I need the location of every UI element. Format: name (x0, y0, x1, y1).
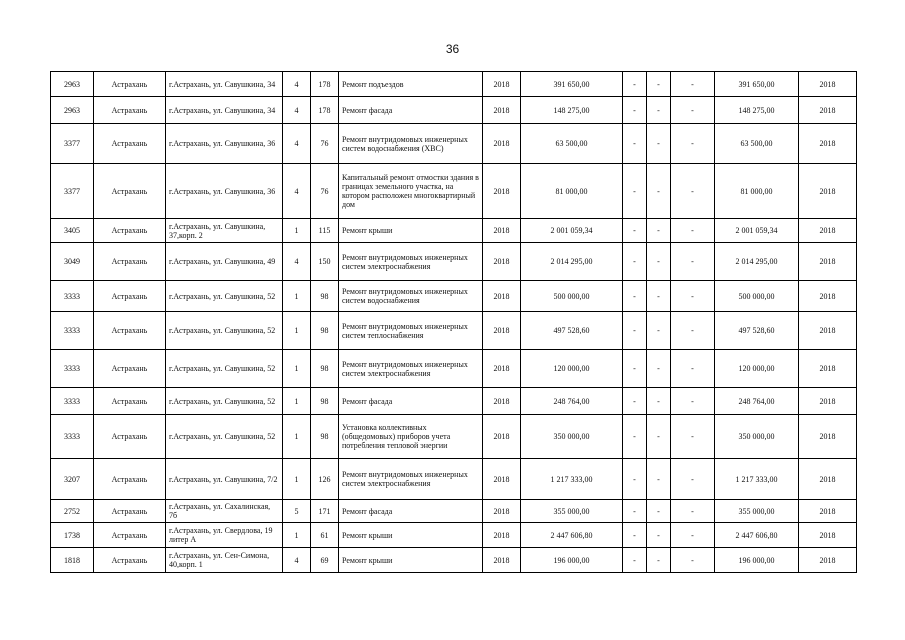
dash-cell: - (671, 415, 715, 459)
total-cell: 248 764,00 (715, 388, 799, 415)
total-cell: 2 014 295,00 (715, 243, 799, 281)
address-cell: г.Астрахань, ул. Савушкина, 52 (166, 312, 283, 350)
city-cell: Астрахань (94, 350, 166, 388)
completion-year-cell: 2018 (799, 548, 857, 573)
city-cell: Астрахань (94, 124, 166, 164)
dash-cell: - (647, 124, 671, 164)
house-id-cell: 3333 (51, 312, 94, 350)
address-cell: г.Астрахань, ул. Свердлова, 19 литер А (166, 523, 283, 548)
year-cell: 2018 (483, 459, 521, 500)
address-cell: г.Астрахань, ул. Савушкина, 34 (166, 97, 283, 124)
completion-year-cell: 2018 (799, 350, 857, 388)
table-row (51, 164, 857, 219)
dash-cell: - (671, 72, 715, 97)
table-row (51, 388, 857, 415)
year-cell: 2018 (483, 281, 521, 312)
city-cell: Астрахань (94, 243, 166, 281)
dash-cell: - (623, 459, 647, 500)
year-cell: 2018 (483, 312, 521, 350)
table-row (51, 97, 857, 124)
dash-cell: - (671, 459, 715, 500)
work-type-cell: Ремонт фасада (339, 500, 483, 523)
dash-cell: - (647, 388, 671, 415)
address-cell: г.Астрахань, ул. Сен-Симона, 40,корп. 1 (166, 548, 283, 573)
house-id-cell: 2752 (51, 500, 94, 523)
work-type-cell: Ремонт внутридомовых инженерных систем теплоснабжения (339, 312, 483, 350)
dash-cell: - (623, 388, 647, 415)
total-cell: 355 000,00 (715, 500, 799, 523)
cost-cell: 196 000,00 (521, 548, 623, 573)
dash-cell: - (671, 281, 715, 312)
work-type-cell: Ремонт внутридомовых инженерных систем электроснабжения (339, 350, 483, 388)
cost-cell: 391 650,00 (521, 72, 623, 97)
floors-cell: 4 (283, 548, 311, 573)
floors-cell: 4 (283, 72, 311, 97)
city-cell: Астрахань (94, 459, 166, 500)
total-cell: 2 001 059,34 (715, 219, 799, 243)
page-number: 36 (445, 42, 460, 56)
work-type-cell: Установка коллективных (общедомовых) приборов учета потребления тепловой энергии (339, 415, 483, 459)
address-cell: г.Астрахань, ул. Савушкина, 52 (166, 388, 283, 415)
house-id-cell: 1818 (51, 548, 94, 573)
year-cell: 2018 (483, 243, 521, 281)
number-cell: 115 (311, 219, 339, 243)
address-cell: г.Астрахань, ул. Савушкина, 52 (166, 350, 283, 388)
cost-cell: 63 500,00 (521, 124, 623, 164)
work-type-cell: Ремонт внутридомовых инженерных систем электроснабжения (339, 243, 483, 281)
number-cell: 171 (311, 500, 339, 523)
floors-cell: 1 (283, 388, 311, 415)
cost-cell: 1 217 333,00 (521, 459, 623, 500)
total-cell: 63 500,00 (715, 124, 799, 164)
floors-cell: 1 (283, 459, 311, 500)
floors-cell: 1 (283, 219, 311, 243)
address-cell: г.Астрахань, ул. Сахалинская, 7б (166, 500, 283, 523)
completion-year-cell: 2018 (799, 164, 857, 219)
floors-cell: 1 (283, 281, 311, 312)
dash-cell: - (647, 548, 671, 573)
year-cell: 2018 (483, 72, 521, 97)
dash-cell: - (671, 219, 715, 243)
cost-cell: 355 000,00 (521, 500, 623, 523)
house-id-cell: 3333 (51, 388, 94, 415)
year-cell: 2018 (483, 124, 521, 164)
city-cell: Астрахань (94, 219, 166, 243)
city-cell: Астрахань (94, 72, 166, 97)
table-row (51, 350, 857, 388)
floors-cell: 5 (283, 500, 311, 523)
total-cell: 1 217 333,00 (715, 459, 799, 500)
completion-year-cell: 2018 (799, 388, 857, 415)
dash-cell: - (671, 97, 715, 124)
work-type-cell: Ремонт фасада (339, 388, 483, 415)
city-cell: Астрахань (94, 164, 166, 219)
address-cell: г.Астрахань, ул. Савушкина, 34 (166, 72, 283, 97)
dash-cell: - (647, 164, 671, 219)
work-type-cell: Ремонт подъездов (339, 72, 483, 97)
floors-cell: 1 (283, 415, 311, 459)
year-cell: 2018 (483, 548, 521, 573)
completion-year-cell: 2018 (799, 72, 857, 97)
dash-cell: - (623, 350, 647, 388)
dash-cell: - (647, 350, 671, 388)
address-cell: г.Астрахань, ул. Савушкина, 49 (166, 243, 283, 281)
city-cell: Астрахань (94, 281, 166, 312)
number-cell: 98 (311, 388, 339, 415)
completion-year-cell: 2018 (799, 219, 857, 243)
completion-year-cell: 2018 (799, 97, 857, 124)
cost-cell: 248 764,00 (521, 388, 623, 415)
work-type-cell: Ремонт фасада (339, 97, 483, 124)
year-cell: 2018 (483, 219, 521, 243)
cost-cell: 120 000,00 (521, 350, 623, 388)
work-type-cell: Капитальный ремонт отмостки здания в границах земельного участка, на котором расположен многоквартирный дом (339, 164, 483, 219)
table-row (51, 281, 857, 312)
dash-cell: - (671, 350, 715, 388)
table-row (51, 219, 857, 243)
completion-year-cell: 2018 (799, 523, 857, 548)
floors-cell: 1 (283, 312, 311, 350)
number-cell: 69 (311, 548, 339, 573)
address-cell: г.Астрахань, ул. Савушкина, 36 (166, 164, 283, 219)
dash-cell: - (623, 97, 647, 124)
house-id-cell: 3333 (51, 415, 94, 459)
city-cell: Астрахань (94, 548, 166, 573)
total-cell: 2 447 606,80 (715, 523, 799, 548)
year-cell: 2018 (483, 523, 521, 548)
dash-cell: - (623, 219, 647, 243)
work-type-cell: Ремонт крыши (339, 219, 483, 243)
dash-cell: - (623, 281, 647, 312)
work-type-cell: Ремонт крыши (339, 523, 483, 548)
dash-cell: - (647, 523, 671, 548)
city-cell: Астрахань (94, 500, 166, 523)
completion-year-cell: 2018 (799, 459, 857, 500)
dash-cell: - (647, 415, 671, 459)
year-cell: 2018 (483, 350, 521, 388)
floors-cell: 1 (283, 523, 311, 548)
year-cell: 2018 (483, 97, 521, 124)
house-id-cell: 2963 (51, 97, 94, 124)
year-cell: 2018 (483, 500, 521, 523)
total-cell: 120 000,00 (715, 350, 799, 388)
work-type-cell: Ремонт крыши (339, 548, 483, 573)
table-row (51, 243, 857, 281)
dash-cell: - (647, 97, 671, 124)
dash-cell: - (623, 72, 647, 97)
total-cell: 497 528,60 (715, 312, 799, 350)
cost-cell: 2 001 059,34 (521, 219, 623, 243)
cost-cell: 500 000,00 (521, 281, 623, 312)
dash-cell: - (647, 281, 671, 312)
dash-cell: - (671, 124, 715, 164)
dash-cell: - (623, 164, 647, 219)
number-cell: 76 (311, 124, 339, 164)
house-id-cell: 2963 (51, 72, 94, 97)
dash-cell: - (623, 124, 647, 164)
house-id-cell: 3405 (51, 219, 94, 243)
city-cell: Астрахань (94, 415, 166, 459)
house-id-cell: 3049 (51, 243, 94, 281)
address-cell: г.Астрахань, ул. Савушкина, 37,корп. 2 (166, 219, 283, 243)
table-row (51, 415, 857, 459)
dash-cell: - (647, 500, 671, 523)
table-row (51, 459, 857, 500)
cost-cell: 497 528,60 (521, 312, 623, 350)
total-cell: 391 650,00 (715, 72, 799, 97)
number-cell: 98 (311, 350, 339, 388)
dash-cell: - (623, 415, 647, 459)
house-id-cell: 3207 (51, 459, 94, 500)
total-cell: 148 275,00 (715, 97, 799, 124)
total-cell: 196 000,00 (715, 548, 799, 573)
table-row (51, 312, 857, 350)
dash-cell: - (647, 459, 671, 500)
address-cell: г.Астрахань, ул. Савушкина, 52 (166, 281, 283, 312)
dash-cell: - (647, 72, 671, 97)
address-cell: г.Астрахань, ул. Савушкина, 7/2 (166, 459, 283, 500)
completion-year-cell: 2018 (799, 281, 857, 312)
dash-cell: - (671, 500, 715, 523)
dash-cell: - (623, 500, 647, 523)
number-cell: 98 (311, 415, 339, 459)
floors-cell: 1 (283, 350, 311, 388)
table-row (51, 72, 857, 97)
cost-cell: 2 447 606,80 (521, 523, 623, 548)
completion-year-cell: 2018 (799, 415, 857, 459)
address-cell: г.Астрахань, ул. Савушкина, 52 (166, 415, 283, 459)
cost-cell: 2 014 295,00 (521, 243, 623, 281)
house-id-cell: 1738 (51, 523, 94, 548)
work-type-cell: Ремонт внутридомовых инженерных систем водоснабжения (339, 281, 483, 312)
number-cell: 61 (311, 523, 339, 548)
number-cell: 150 (311, 243, 339, 281)
address-cell: г.Астрахань, ул. Савушкина, 36 (166, 124, 283, 164)
cost-cell: 81 000,00 (521, 164, 623, 219)
number-cell: 178 (311, 97, 339, 124)
year-cell: 2018 (483, 415, 521, 459)
number-cell: 126 (311, 459, 339, 500)
dash-cell: - (671, 548, 715, 573)
work-type-cell: Ремонт внутридомовых инженерных систем водоснабжения (ХВС) (339, 124, 483, 164)
total-cell: 81 000,00 (715, 164, 799, 219)
number-cell: 76 (311, 164, 339, 219)
dash-cell: - (623, 523, 647, 548)
dash-cell: - (647, 243, 671, 281)
city-cell: Астрахань (94, 312, 166, 350)
floors-cell: 4 (283, 164, 311, 219)
dash-cell: - (671, 388, 715, 415)
completion-year-cell: 2018 (799, 500, 857, 523)
house-id-cell: 3377 (51, 124, 94, 164)
city-cell: Астрахань (94, 97, 166, 124)
number-cell: 98 (311, 281, 339, 312)
dash-cell: - (671, 243, 715, 281)
cost-cell: 148 275,00 (521, 97, 623, 124)
table-row (51, 523, 857, 548)
table-row (51, 500, 857, 523)
year-cell: 2018 (483, 388, 521, 415)
house-id-cell: 3333 (51, 281, 94, 312)
city-cell: Астрахань (94, 388, 166, 415)
work-type-cell: Ремонт внутридомовых инженерных систем электроснабжения (339, 459, 483, 500)
total-cell: 500 000,00 (715, 281, 799, 312)
dash-cell: - (623, 243, 647, 281)
table-row (51, 124, 857, 164)
dash-cell: - (647, 219, 671, 243)
floors-cell: 4 (283, 243, 311, 281)
dash-cell: - (671, 164, 715, 219)
dash-cell: - (671, 312, 715, 350)
floors-cell: 4 (283, 124, 311, 164)
house-id-cell: 3377 (51, 164, 94, 219)
year-cell: 2018 (483, 164, 521, 219)
dash-cell: - (623, 548, 647, 573)
floors-cell: 4 (283, 97, 311, 124)
completion-year-cell: 2018 (799, 243, 857, 281)
city-cell: Астрахань (94, 523, 166, 548)
total-cell: 350 000,00 (715, 415, 799, 459)
number-cell: 98 (311, 312, 339, 350)
cost-cell: 350 000,00 (521, 415, 623, 459)
dash-cell: - (647, 312, 671, 350)
dash-cell: - (623, 312, 647, 350)
completion-year-cell: 2018 (799, 312, 857, 350)
table-body (51, 72, 857, 573)
repair-table (50, 71, 857, 573)
house-id-cell: 3333 (51, 350, 94, 388)
dash-cell: - (671, 523, 715, 548)
number-cell: 178 (311, 72, 339, 97)
completion-year-cell: 2018 (799, 124, 857, 164)
table-row (51, 548, 857, 573)
